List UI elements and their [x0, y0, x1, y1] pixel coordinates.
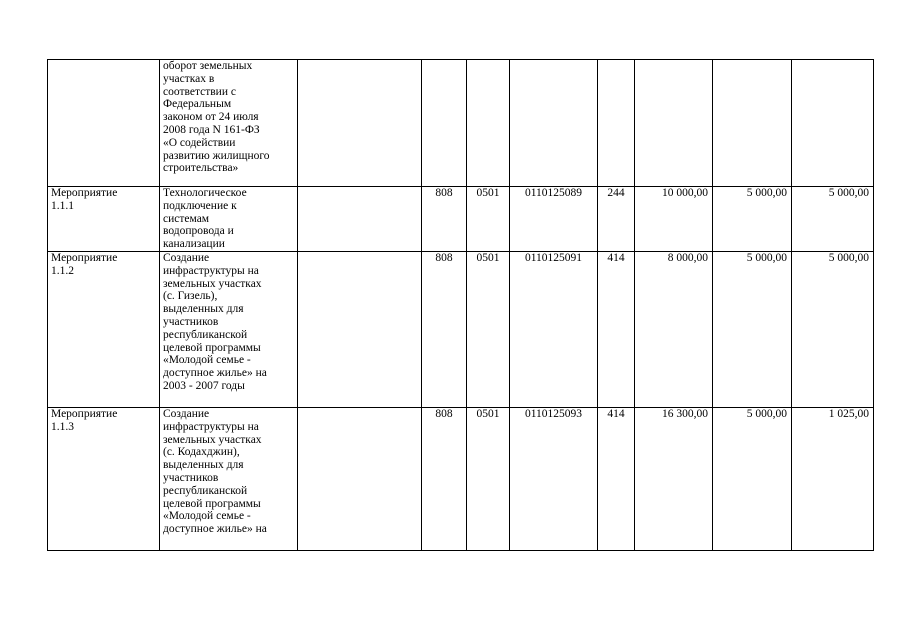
amount-year2-cell: 5 000,00: [713, 252, 792, 408]
grbs-cell: 808: [422, 408, 467, 551]
rzpr-cell: 0501: [467, 187, 510, 252]
rzpr-cell: [467, 60, 510, 187]
amount-year3-cell: 5 000,00: [792, 252, 874, 408]
csr-cell: 0110125091: [510, 252, 598, 408]
amount-year3-cell: 5 000,00: [792, 187, 874, 252]
executor-cell: [298, 60, 422, 187]
activity-name-cell: Создание инфраструктуры на земельных участках (с. Гизель), выделенных для участников республиканской целевой программы «Молодой семье - доступное жилье» на 2003 - 2007 годы: [160, 252, 298, 408]
rzpr-cell: 0501: [467, 252, 510, 408]
activity-code-cell: Мероприятие 1.1.2: [48, 252, 160, 408]
amount-year1-cell: 10 000,00: [635, 187, 713, 252]
amount-year3-cell: 1 025,00: [792, 408, 874, 551]
program-activities-table: [47, 59, 874, 551]
vr-cell: 414: [598, 408, 635, 551]
executor-cell: [298, 408, 422, 551]
table-row: [48, 187, 874, 252]
vr-cell: [598, 60, 635, 187]
amount-year2-cell: 5 000,00: [713, 187, 792, 252]
activity-code-cell: Мероприятие 1.1.3: [48, 408, 160, 551]
grbs-cell: 808: [422, 187, 467, 252]
amount-year2-cell: [713, 60, 792, 187]
executor-cell: [298, 252, 422, 408]
amount-year1-cell: 16 300,00: [635, 408, 713, 551]
activity-name-cell: Технологическое подключение к системам водопровода и канализации: [160, 187, 298, 252]
amount-year1-cell: [635, 60, 713, 187]
executor-cell: [298, 187, 422, 252]
grbs-cell: [422, 60, 467, 187]
table-row: [48, 408, 874, 551]
rzpr-cell: 0501: [467, 408, 510, 551]
amount-year1-cell: 8 000,00: [635, 252, 713, 408]
table-row: [48, 60, 874, 187]
vr-cell: 414: [598, 252, 635, 408]
csr-cell: 0110125089: [510, 187, 598, 252]
vr-cell: 244: [598, 187, 635, 252]
amount-year3-cell: [792, 60, 874, 187]
amount-year2-cell: 5 000,00: [713, 408, 792, 551]
activity-code-cell: Мероприятие 1.1.1: [48, 187, 160, 252]
csr-cell: [510, 60, 598, 187]
activity-name-cell: оборот земельных участках в соответствии с Федеральным законом от 24 июля 2008 года N 161-ФЗ «О содействии развитию жилищного строительства»: [160, 60, 298, 187]
activity-name-cell: Создание инфраструктуры на земельных участках (с. Кодахджин), выделенных для участников республиканской целевой программы «Молодой семье - доступное жилье» на: [160, 408, 298, 551]
activity-code-cell: [48, 60, 160, 187]
table-row: [48, 252, 874, 408]
grbs-cell: 808: [422, 252, 467, 408]
csr-cell: 0110125093: [510, 408, 598, 551]
